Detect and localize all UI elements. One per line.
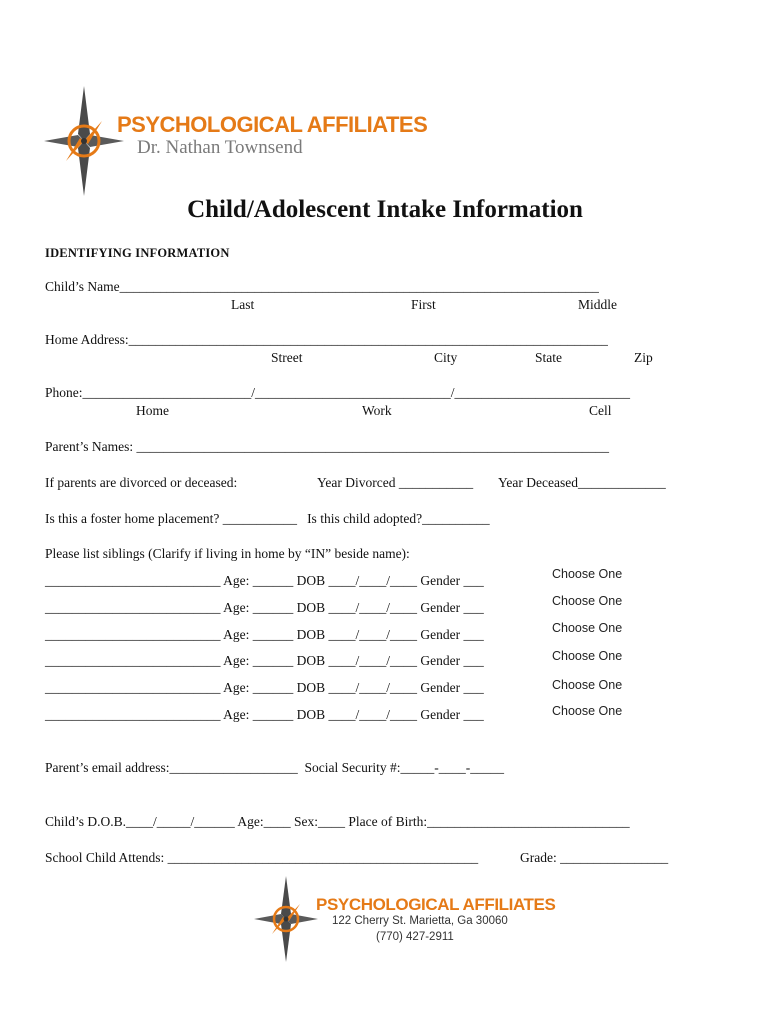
gender-select[interactable]: Choose One bbox=[552, 594, 623, 608]
gender-select[interactable]: Choose One bbox=[552, 621, 623, 635]
divorced-label: If parents are divorced or deceased: bbox=[45, 475, 238, 490]
footer-phone: (770) 427-2911 bbox=[376, 931, 454, 943]
siblings-prompt: Please list siblings (Clarify if living in home by “IN” beside name): bbox=[45, 546, 410, 561]
address-zip-label: Zip bbox=[634, 350, 653, 365]
grade-field[interactable]: Grade: ________________ bbox=[520, 850, 669, 865]
sibling-row[interactable]: __________________________ Age: ______ DOB ____/____/____ Gender ___ bbox=[45, 600, 484, 615]
sibling-row[interactable]: __________________________ Age: ______ DOB ____/____/____ Gender ___ bbox=[45, 707, 484, 722]
compass-star-icon bbox=[254, 876, 318, 962]
footer-logo-name: PSYCHOLOGICAL AFFILIATES bbox=[316, 895, 556, 914]
foster-adopted-field[interactable]: Is this a foster home placement? ___________ Is this child adopted?__________ bbox=[45, 511, 490, 526]
email-ssn-field[interactable]: Parent’s email address:___________________ Social Security #:_____-____-_____ bbox=[45, 760, 504, 775]
gender-select[interactable]: Choose One bbox=[552, 678, 623, 692]
compass-star-icon bbox=[44, 86, 124, 196]
year-divorced-field[interactable]: Year Divorced ___________ bbox=[317, 475, 474, 490]
address-city-label: City bbox=[434, 350, 458, 365]
address-state-label: State bbox=[535, 350, 562, 365]
parents-names-field[interactable]: Parent’s Names: ______________________________________________________________________ bbox=[45, 439, 609, 454]
header-doctor-name: Dr. Nathan Townsend bbox=[137, 137, 303, 158]
phone-home-label: Home bbox=[136, 403, 169, 418]
section-heading: IDENTIFYING INFORMATION bbox=[45, 246, 230, 260]
year-deceased-field[interactable]: Year Deceased_____________ bbox=[498, 475, 666, 490]
child-name-last-label: Last bbox=[231, 297, 255, 312]
footer-address: 122 Cherry St. Marietta, Ga 30060 bbox=[332, 915, 508, 927]
gender-select[interactable]: Choose One bbox=[552, 649, 623, 663]
phone-work-label: Work bbox=[362, 403, 392, 418]
sibling-row[interactable]: __________________________ Age: ______ DOB ____/____/____ Gender ___ bbox=[45, 653, 484, 668]
school-field[interactable]: School Child Attends: ______________________________________________ bbox=[45, 850, 479, 865]
phone-cell-label: Cell bbox=[589, 403, 612, 418]
page-title: Child/Adolescent Intake Information bbox=[187, 196, 583, 223]
gender-select[interactable]: Choose One bbox=[552, 704, 623, 718]
child-name-first-label: First bbox=[411, 297, 436, 312]
address-street-label: Street bbox=[271, 350, 303, 365]
header-logo-name: PSYCHOLOGICAL AFFILIATES bbox=[117, 112, 428, 137]
phone-field[interactable]: Phone:_________________________/_____________________________/__________________________ bbox=[45, 385, 631, 400]
sibling-row[interactable]: __________________________ Age: ______ DOB ____/____/____ Gender ___ bbox=[45, 627, 484, 642]
child-name-middle-label: Middle bbox=[578, 297, 617, 312]
child-name-field[interactable]: Child’s Name_______________________________________________________________________ bbox=[45, 279, 599, 294]
sibling-row[interactable]: __________________________ Age: ______ DOB ____/____/____ Gender ___ bbox=[45, 573, 484, 588]
gender-select[interactable]: Choose One bbox=[552, 567, 623, 581]
sibling-row[interactable]: __________________________ Age: ______ DOB ____/____/____ Gender ___ bbox=[45, 680, 484, 695]
child-dob-field[interactable]: Child’s D.O.B.____/_____/______ Age:____ Sex:____ Place of Birth:______________________________ bbox=[45, 814, 630, 829]
home-address-field[interactable]: Home Address:_______________________________________________________________________ bbox=[45, 332, 608, 347]
